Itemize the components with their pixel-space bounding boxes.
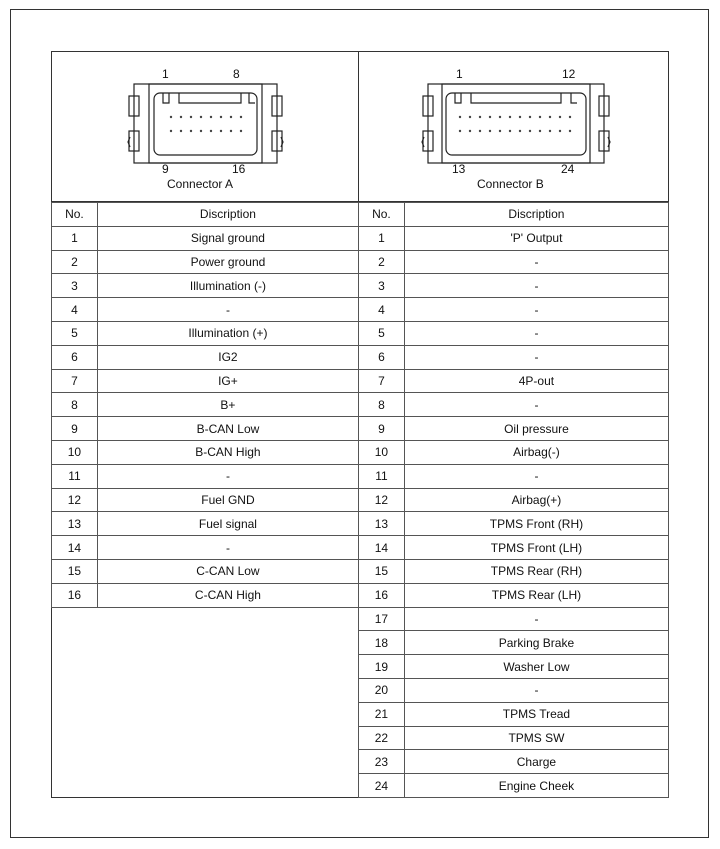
- pin-number: 1: [52, 226, 98, 250]
- pin-description: -: [97, 536, 358, 560]
- pin-description: -: [404, 678, 668, 702]
- table-row: [52, 298, 359, 322]
- table-header-row: [52, 203, 359, 227]
- table-row: [52, 559, 359, 583]
- connector-a-title: Connector A: [167, 177, 234, 191]
- pin-number: 4: [52, 298, 98, 322]
- pin-description: -: [404, 607, 668, 631]
- pin-number: 12: [52, 488, 98, 512]
- pin-description: Engine Cheek: [404, 774, 668, 798]
- pin-description: -: [97, 298, 358, 322]
- table-header-row: [359, 203, 669, 227]
- connector-b-pin-13-label: 13: [452, 162, 466, 176]
- pin-number: 10: [52, 440, 98, 464]
- table-row: [52, 488, 359, 512]
- pin-description: B+: [97, 393, 358, 417]
- pin-number: 16: [52, 583, 98, 607]
- pin-description: TPMS Front (RH): [404, 512, 668, 536]
- pin-number: 2: [359, 250, 405, 274]
- table-row: [52, 512, 359, 536]
- table-row: [359, 750, 669, 774]
- table-row: [359, 583, 669, 607]
- pin-number: 18: [359, 631, 405, 655]
- table-row: [359, 678, 669, 702]
- table-row: [359, 488, 669, 512]
- pin-number: 15: [359, 559, 405, 583]
- pin-number: 23: [359, 750, 405, 774]
- table-row: [359, 417, 669, 441]
- column-header-no: No.: [52, 203, 98, 227]
- pin-description: TPMS SW: [404, 726, 668, 750]
- table-row: [359, 250, 669, 274]
- pin-description: TPMS Tread: [404, 702, 668, 726]
- pin-description: IG+: [97, 369, 358, 393]
- pin-number: 9: [52, 417, 98, 441]
- table-row: [359, 393, 669, 417]
- table-row: [52, 440, 359, 464]
- pin-number: 15: [52, 559, 98, 583]
- pin-number: 13: [359, 512, 405, 536]
- pin-description: IG2: [97, 345, 358, 369]
- table-row: [359, 559, 669, 583]
- pin-number: 4: [359, 298, 405, 322]
- table-row: [52, 464, 359, 488]
- pin-description: -: [404, 321, 668, 345]
- pin-number: 22: [359, 726, 405, 750]
- pin-description: -: [404, 298, 668, 322]
- pin-number: 6: [359, 345, 405, 369]
- table-row: [52, 345, 359, 369]
- pin-number: 1: [359, 226, 405, 250]
- pin-number: 24: [359, 774, 405, 798]
- table-row: [359, 536, 669, 560]
- pin-number: 12: [359, 488, 405, 512]
- connector-b-title: Connector B: [477, 177, 544, 191]
- pin-description: Fuel signal: [97, 512, 358, 536]
- table-row: [359, 321, 669, 345]
- pin-description: B-CAN Low: [97, 417, 358, 441]
- table-row: [359, 345, 669, 369]
- pin-number: 7: [359, 369, 405, 393]
- pin-description: Fuel GND: [97, 488, 358, 512]
- connector-a-pin-table: [51, 202, 359, 608]
- table-row: [52, 393, 359, 417]
- pin-number: 17: [359, 607, 405, 631]
- table-row: [359, 464, 669, 488]
- pin-description: -: [404, 464, 668, 488]
- pin-number: 6: [52, 345, 98, 369]
- pin-number: 5: [52, 321, 98, 345]
- pin-number: 11: [359, 464, 405, 488]
- pin-description: 'P' Output: [404, 226, 668, 250]
- connector-a-panel: [51, 51, 358, 201]
- table-row: [52, 226, 359, 250]
- pin-number: 5: [359, 321, 405, 345]
- pin-description: Illumination (-): [97, 274, 358, 298]
- connector-a-pin-16-label: 16: [232, 162, 246, 176]
- pin-description: TPMS Rear (LH): [404, 583, 668, 607]
- pin-number: 13: [52, 512, 98, 536]
- pin-number: 14: [52, 536, 98, 560]
- pin-number: 3: [52, 274, 98, 298]
- pin-description: C-CAN High: [97, 583, 358, 607]
- pin-description: TPMS Front (LH): [404, 536, 668, 560]
- table-row: [52, 369, 359, 393]
- pin-description: Power ground: [97, 250, 358, 274]
- table-row: [52, 321, 359, 345]
- pin-number: 7: [52, 369, 98, 393]
- pin-description: 4P-out: [404, 369, 668, 393]
- pin-number: 20: [359, 678, 405, 702]
- connector-b-panel: [358, 51, 669, 201]
- connector-b-pin-table: [358, 202, 669, 798]
- pin-description: Charge: [404, 750, 668, 774]
- table-row: [52, 536, 359, 560]
- table-row: [359, 607, 669, 631]
- pin-description: -: [404, 345, 668, 369]
- pin-description: Washer Low: [404, 655, 668, 679]
- connector-a-pin-9-label: 9: [162, 162, 169, 176]
- table-row: [52, 417, 359, 441]
- pin-description: Parking Brake: [404, 631, 668, 655]
- table-row: [359, 512, 669, 536]
- pin-number: 19: [359, 655, 405, 679]
- column-header-description: Discription: [404, 203, 668, 227]
- table-row: [359, 440, 669, 464]
- table-row: [359, 631, 669, 655]
- table-row: [359, 774, 669, 798]
- table-row: [359, 274, 669, 298]
- column-header-no: No.: [359, 203, 405, 227]
- connector-b-pin-24-label: 24: [561, 162, 575, 176]
- connector-a-pin-1-label: 1: [162, 67, 169, 81]
- pin-description: TPMS Rear (RH): [404, 559, 668, 583]
- pin-description: Illumination (+): [97, 321, 358, 345]
- pin-description: -: [404, 274, 668, 298]
- pin-description: -: [97, 464, 358, 488]
- pin-description: Oil pressure: [404, 417, 668, 441]
- table-row: [359, 655, 669, 679]
- table-row: [52, 250, 359, 274]
- pin-description: C-CAN Low: [97, 559, 358, 583]
- pin-number: 9: [359, 417, 405, 441]
- table-row: [359, 226, 669, 250]
- table-row: [52, 274, 359, 298]
- pin-number: 3: [359, 274, 405, 298]
- pin-number: 8: [359, 393, 405, 417]
- table-row: [359, 726, 669, 750]
- pin-description: Signal ground: [97, 226, 358, 250]
- pin-number: 2: [52, 250, 98, 274]
- table-row: [359, 369, 669, 393]
- pin-description: Airbag(-): [404, 440, 668, 464]
- table-row: [359, 298, 669, 322]
- pin-number: 16: [359, 583, 405, 607]
- connector-b-pin-12-label: 12: [562, 67, 576, 81]
- pin-number: 8: [52, 393, 98, 417]
- column-header-description: Discription: [97, 203, 358, 227]
- connector-b-pin-1-label: 1: [456, 67, 463, 81]
- pin-description: -: [404, 393, 668, 417]
- pin-number: 21: [359, 702, 405, 726]
- pin-number: 10: [359, 440, 405, 464]
- pin-number: 11: [52, 464, 98, 488]
- table-row: [52, 583, 359, 607]
- pin-description: Airbag(+): [404, 488, 668, 512]
- pin-description: -: [404, 250, 668, 274]
- pin-description: B-CAN High: [97, 440, 358, 464]
- pin-number: 14: [359, 536, 405, 560]
- connector-a-pin-8-label: 8: [233, 67, 240, 81]
- table-row: [359, 702, 669, 726]
